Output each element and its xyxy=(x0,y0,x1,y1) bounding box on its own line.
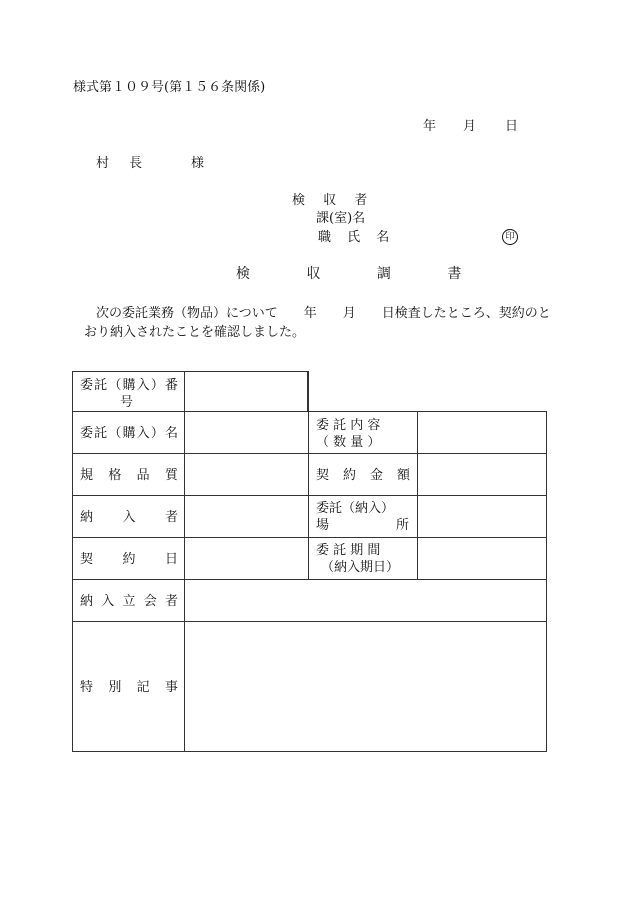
row5-left-label: 契約日 xyxy=(80,552,178,567)
form-number: 様式第１０９号(第１５６条関係) xyxy=(73,80,266,95)
row1-label-a: 委託（購入）番 xyxy=(80,378,178,393)
row5-value-cell[interactable] xyxy=(184,537,309,580)
addressee-title: 村 長 xyxy=(96,156,151,171)
row1-value-cell[interactable] xyxy=(184,371,309,412)
row1-label-b: 号 xyxy=(120,395,134,410)
name-label: 職 氏 名 xyxy=(318,230,396,245)
row4-right-label-b-2: 所 xyxy=(396,518,410,533)
row4-right-label-b-1: 場 xyxy=(316,518,330,533)
row6-value-cell[interactable] xyxy=(184,579,547,622)
row5-right-value-cell[interactable] xyxy=(417,537,547,580)
row2-right-label-b: （ 数 量 ） xyxy=(316,435,381,450)
row5-right-label-a: 委 託 期 間 xyxy=(316,543,381,558)
row4-value-cell[interactable] xyxy=(184,495,309,538)
date-day-label: 日 xyxy=(505,119,519,134)
row2-value-cell[interactable] xyxy=(184,411,309,454)
row3-right-value-cell[interactable] xyxy=(417,453,547,496)
date-month-label: 月 xyxy=(463,119,477,134)
document-title: 検 収 調 書 xyxy=(236,266,488,282)
inspector-label: 検 収 者 xyxy=(292,193,375,208)
addressee-honorific: 様 xyxy=(191,156,205,171)
row7-left-label: 特別記事 xyxy=(80,680,178,695)
row7-value-cell[interactable] xyxy=(184,621,547,752)
row6-left-label: 納入立会者 xyxy=(80,594,178,609)
row4-right-label-a: 委託（納入） xyxy=(316,501,395,516)
row5-right-label-b: （納入期日） xyxy=(321,560,400,575)
body-text: 次の委託業務（物品）について 年 月 日検査したところ、契約のとおり納入されたことを確認しました。 xyxy=(84,306,551,340)
date-year-label: 年 xyxy=(423,119,437,134)
row3-value-cell[interactable] xyxy=(184,453,309,496)
row2-right-value-cell[interactable] xyxy=(417,411,547,454)
seal-icon: 印 xyxy=(502,229,518,245)
row3-right-label: 契約金額 xyxy=(316,468,410,483)
row4-right-value-cell[interactable] xyxy=(417,495,547,538)
row2-right-label-a: 委 託 内 容 xyxy=(316,418,381,433)
row3-left-label: 規格品質 xyxy=(80,468,178,483)
division-label: 課(室)名 xyxy=(316,211,366,226)
row2-left-label: 委託（購入）名 xyxy=(80,426,178,441)
row4-left-label: 納入者 xyxy=(80,510,178,525)
